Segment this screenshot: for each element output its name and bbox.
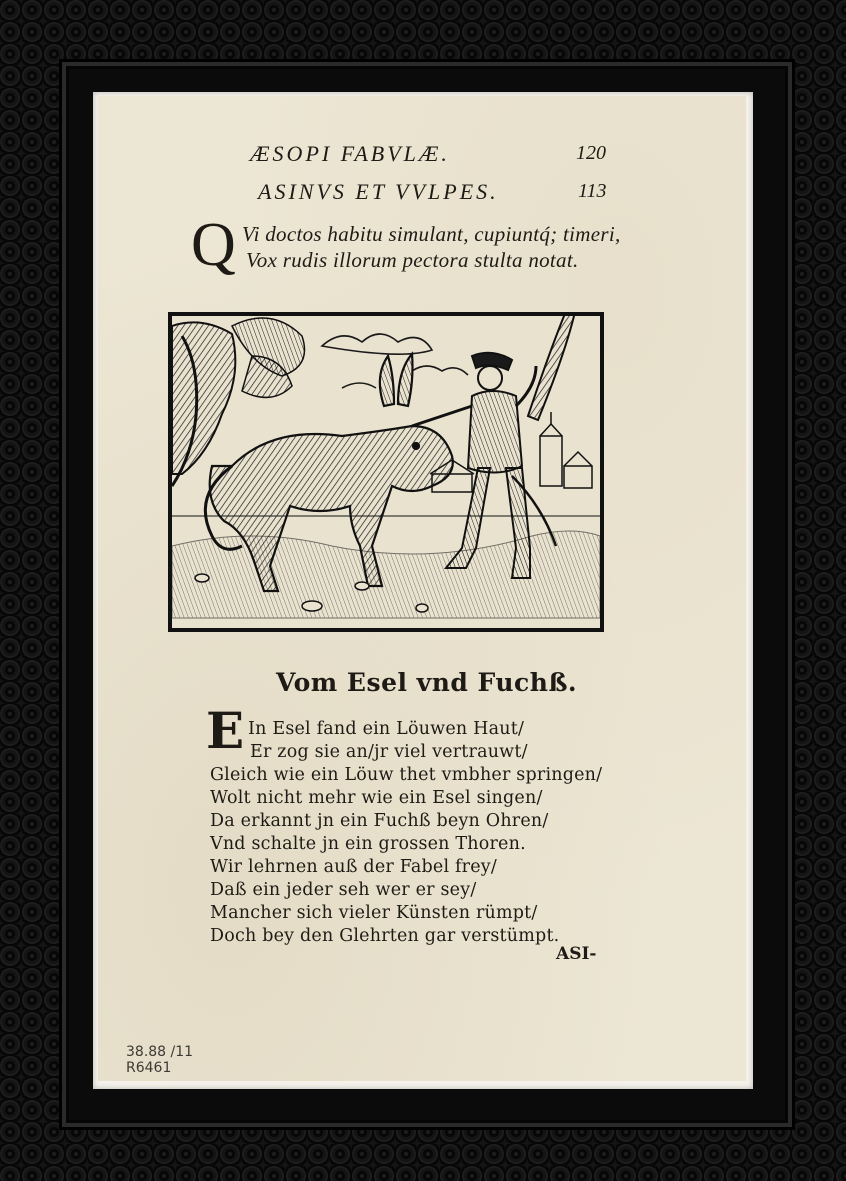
clouds	[322, 334, 468, 388]
verse-line-6: Vnd schalte jn ein grossen Thoren.	[210, 834, 526, 854]
verse-line-7: Wir lehrnen auß der Fabel frey/	[210, 857, 497, 877]
verse-line-10: Doch bey den Glehrten gar verstümpt.	[210, 926, 560, 946]
latin-line-2: Vox rudis illorum pectora stulta notat.	[246, 248, 579, 272]
fable-latin-title: ASINVS ET VVLPES.	[258, 179, 499, 204]
verse-line-5: Da erkannt jn ein Fuchß beyn Ohren/	[210, 811, 549, 831]
running-title: ÆSOPI FABVLÆ.	[250, 141, 450, 166]
ground	[172, 531, 600, 618]
verse-line-8: Daß ein jeder seh wer er sey/	[210, 880, 477, 900]
latin-drop-cap: Q	[191, 211, 236, 279]
german-title: Vom Esel vnd Fuchß.	[276, 668, 578, 697]
fable-number: 113	[578, 180, 607, 202]
verse-line-2: Er zog sie an/jr viel vertrauwt/	[250, 742, 528, 762]
verse-line-1: In Esel fand ein Löuwen Haut/	[248, 719, 525, 739]
latin-line-1: Vi doctos habitu simulant, cupiuntq́; timeri,	[242, 222, 621, 246]
verse-drop-cap: E	[206, 701, 245, 760]
folio-number: 120	[576, 142, 606, 164]
inventory-number: 38.88 /11	[126, 1044, 194, 1060]
catchword: ASI-	[556, 944, 597, 964]
verse-line-9: Mancher sich vieler Künsten rümpt/	[210, 903, 538, 923]
inventory-code: R6461	[126, 1060, 172, 1076]
woodcut-illustration	[168, 312, 604, 632]
verse-line-4: Wolt nicht mehr wie ein Esel singen/	[210, 788, 543, 808]
woodcut-drawing	[172, 316, 600, 628]
verse-line-3: Gleich wie ein Löuw thet vmbher springen/	[210, 765, 603, 785]
